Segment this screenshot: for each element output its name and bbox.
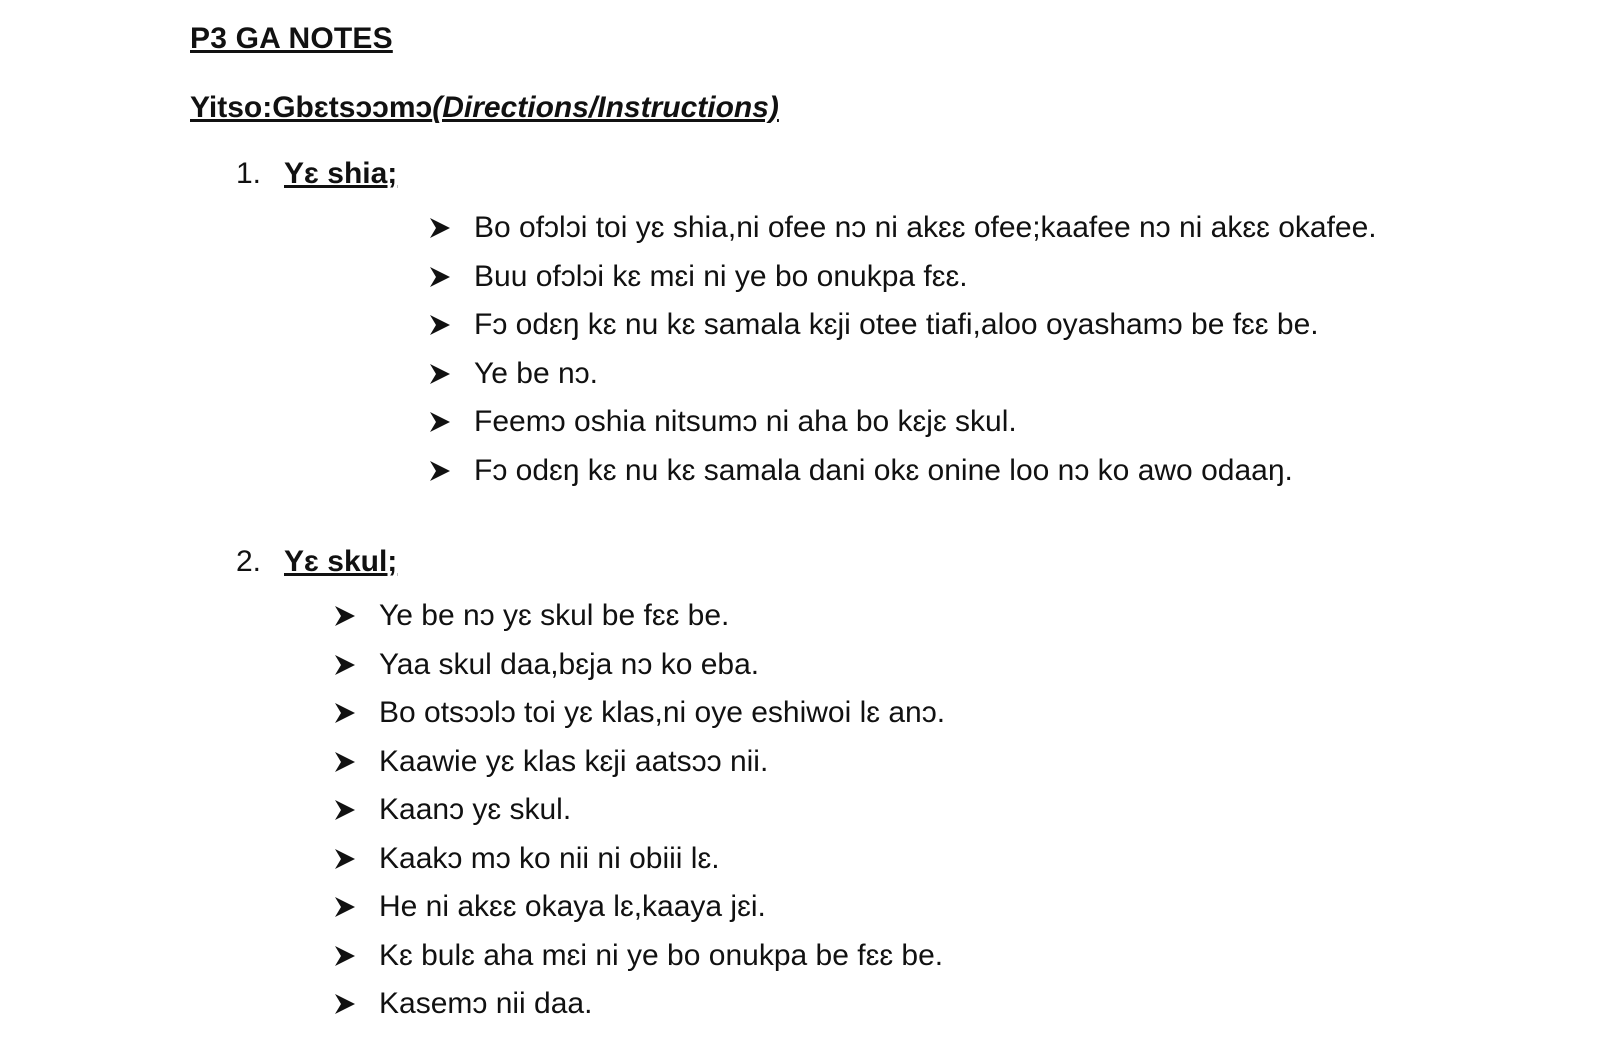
arrow-bullet-icon bbox=[428, 253, 456, 301]
arrow-bullet-icon bbox=[428, 398, 456, 446]
list-item bbox=[0, 253, 1600, 302]
list-item-text: Kaakɔ mɔ ko nii ni obiii lɛ. bbox=[379, 841, 720, 875]
list-item-text: Fɔ odɛŋ kɛ nu kɛ samala dani okɛ onine loo nɔ ko awo odaaŋ. bbox=[474, 453, 1293, 487]
list-item-text: Bo ofɔlɔi toi yɛ shia,ni ofee nɔ ni akɛɛ ofee;kaafee nɔ ni akɛɛ okafee. bbox=[474, 211, 1377, 244]
list-item-text: Kaawie yɛ klas kɛji aatsɔɔ nii. bbox=[379, 744, 769, 778]
arrow-bullet-icon bbox=[333, 738, 361, 786]
topic-translation: (Directions/Instructions) bbox=[432, 91, 779, 124]
list-item bbox=[0, 592, 1600, 641]
list-item-text: Bo otsɔɔlɔ toi yɛ klas,ni oye eshiwoi lɛ anɔ. bbox=[379, 696, 946, 729]
list-item-text: Kaanɔ yɛ skul. bbox=[379, 793, 572, 826]
topic-main: Yitso:Gbɛtsɔɔmɔ bbox=[190, 91, 433, 124]
arrow-bullet-icon bbox=[333, 641, 361, 689]
list-item bbox=[0, 689, 1600, 738]
list-item bbox=[0, 738, 1600, 787]
arrow-bullet-icon bbox=[333, 835, 361, 883]
list-item bbox=[0, 398, 1600, 447]
arrow-bullet-icon bbox=[428, 204, 456, 252]
arrow-bullet-icon bbox=[333, 883, 361, 931]
arrow-bullet-icon bbox=[333, 980, 361, 1028]
list-item-text: Buu ofɔlɔi kɛ mɛi ni ye bo onukpa fɛɛ. bbox=[474, 259, 968, 293]
arrow-bullet-icon bbox=[333, 786, 361, 834]
topic-heading bbox=[190, 91, 779, 125]
bullet-list bbox=[0, 592, 1600, 1029]
arrow-bullet-icon bbox=[333, 689, 361, 737]
list-item bbox=[0, 786, 1600, 835]
list-item-text: Ye be nɔ. bbox=[474, 356, 598, 390]
arrow-bullet-icon bbox=[428, 301, 456, 349]
list-item bbox=[0, 883, 1600, 932]
list-item bbox=[0, 447, 1600, 496]
section-title: Yɛ skul; bbox=[284, 545, 398, 578]
list-item-text: Kasemɔ nii daa. bbox=[379, 987, 593, 1020]
list-item-text: He ni akɛɛ okaya lɛ,kaaya jɛi. bbox=[379, 890, 766, 923]
arrow-bullet-icon bbox=[333, 592, 361, 640]
list-item bbox=[0, 641, 1600, 690]
list-item-text: Yaa skul daa,bɛja nɔ ko eba. bbox=[379, 647, 760, 681]
document-title: P3 GA NOTES bbox=[190, 22, 393, 55]
arrow-bullet-icon bbox=[428, 350, 456, 398]
list-item bbox=[0, 350, 1600, 399]
arrow-bullet-icon bbox=[333, 932, 361, 980]
arrow-bullet-icon bbox=[428, 447, 456, 495]
list-item-text: Ye be nɔ yɛ skul be fɛɛ be. bbox=[379, 599, 730, 632]
section-number: 2. bbox=[236, 545, 262, 578]
section-title: Yɛ shia; bbox=[284, 157, 398, 190]
list-item bbox=[0, 204, 1600, 253]
list-item-text: Feemɔ oshia nitsumɔ ni aha bo kɛjɛ skul. bbox=[474, 405, 1017, 438]
list-item bbox=[0, 301, 1600, 350]
list-item-text: Kɛ bulɛ aha mɛi ni ye bo onukpa be fɛɛ be. bbox=[379, 938, 944, 972]
bullet-list bbox=[0, 204, 1600, 495]
list-item bbox=[0, 932, 1600, 981]
list-item bbox=[0, 835, 1600, 884]
section-number: 1. bbox=[236, 157, 262, 190]
list-item-text: Fɔ odɛŋ kɛ nu kɛ samala kɛji otee tiafi,aloo oyashamɔ be fɛɛ be. bbox=[474, 308, 1319, 341]
list-item bbox=[0, 980, 1600, 1029]
